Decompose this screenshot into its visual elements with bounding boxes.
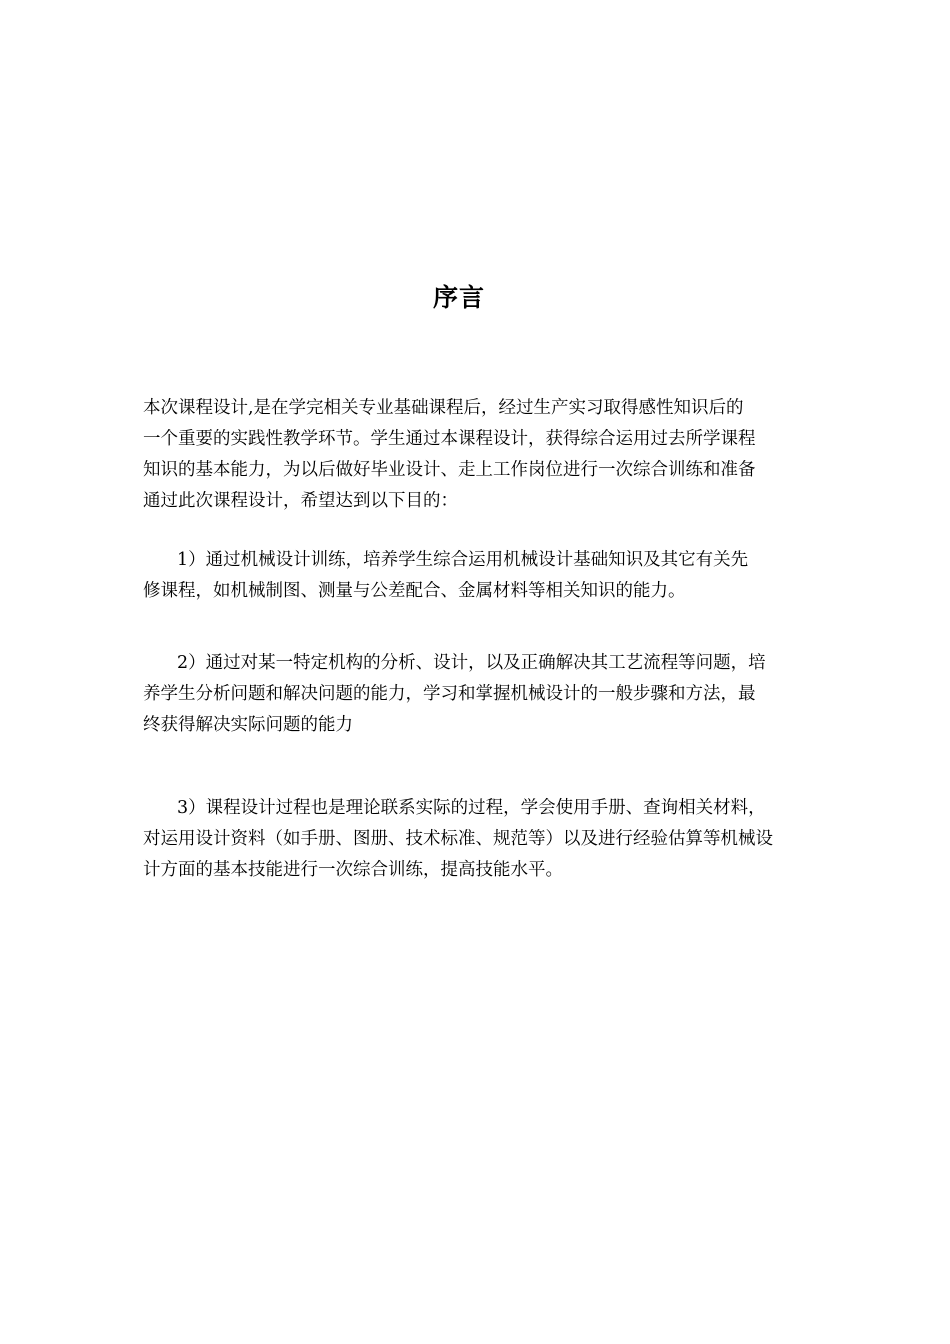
objective-2-line: 养学生分析问题和解决问题的能力，学习和掌握机械设计的一般步骤和方法，最 (143, 684, 756, 704)
objective-1-line: 修课程，如机械制图、测量与公差配合、金属材料等相关知识的能力。 (143, 581, 686, 601)
intro-paragraph (143, 393, 807, 517)
page-title: 序言 (432, 283, 485, 312)
objective-3-paragraph (143, 793, 807, 886)
objective-2-line: 终获得解决实际问题的能力 (143, 715, 353, 735)
objective-3-line: 计方面的基本技能进行一次综合训练，提高技能水平。 (143, 860, 563, 880)
intro-line: 知识的基本能力，为以后做好毕业设计、走上工作岗位进行一次综合训练和准备 (143, 460, 756, 480)
objective-3-line: 对运用设计资料（如手册、图册、技术标准、规范等）以及进行经验估算等机械设 (143, 829, 773, 849)
intro-line: 一个重要的实践性教学环节。学生通过本课程设计，获得综合运用过去所学课程 (143, 429, 756, 449)
objective-2-line: 2）通过对某一特定机构的分析、设计，以及正确解决其工艺流程等问题，培 (177, 653, 766, 673)
objective-1-paragraph (143, 545, 807, 607)
objective-2-paragraph (143, 648, 807, 741)
objective-3-line: 3）课程设计过程也是理论联系实际的过程，学会使用手册、查询相关材料， (177, 798, 766, 818)
objective-1-line: 1）通过机械设计训练，培养学生综合运用机械设计基础知识及其它有关先 (177, 550, 749, 570)
intro-line: 通过此次课程设计，希望达到以下目的： (143, 491, 458, 511)
intro-line: 本次课程设计,是在学完相关专业基础课程后，经过生产实习取得感性知识后的 (143, 398, 744, 418)
